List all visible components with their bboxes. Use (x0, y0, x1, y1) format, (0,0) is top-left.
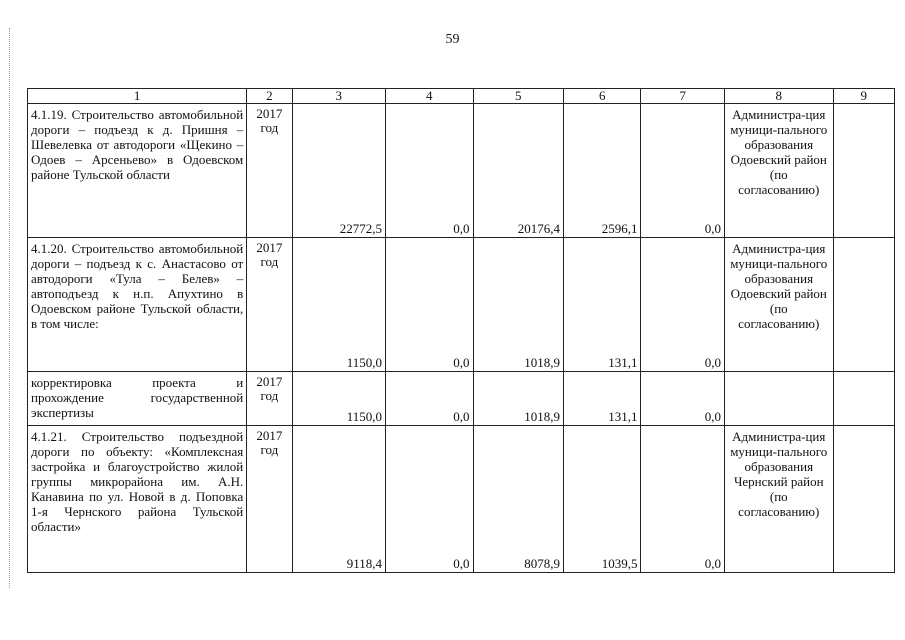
column-header: 6 (564, 89, 641, 104)
amount-col4: 0,0 (386, 426, 474, 573)
column-header: 7 (641, 89, 724, 104)
table-row (28, 426, 895, 573)
table-row (28, 104, 895, 238)
amount-col7: 0,0 (641, 238, 724, 372)
amount-col5: 1018,9 (473, 372, 564, 426)
year-cell: 2017 год (247, 238, 292, 372)
year-cell: 2017 год (247, 372, 292, 426)
page-margin-dotted-line (9, 28, 10, 588)
amount-col4: 0,0 (386, 238, 474, 372)
total-amount: 1150,0 (292, 372, 386, 426)
amount-col6: 131,1 (564, 238, 641, 372)
col9-cell (833, 426, 894, 573)
page-number: 59 (445, 32, 460, 47)
measure-name: 4.1.21. Строительство подъездной дороги по объекту: «Комплексная застройка и благоустройство жилой группы микрорайона им. А.Н. Канавина по ул. Новой в д. Поповка 1-я Чернского района Тульской области» (28, 426, 247, 573)
executor-cell: Администра-ция муници-пального образования Чернский район (по согласованию) (724, 426, 833, 573)
amount-col4: 0,0 (386, 372, 474, 426)
total-amount: 22772,5 (292, 104, 386, 238)
executor-cell (724, 372, 833, 426)
amount-col7: 0,0 (641, 104, 724, 238)
table-row (28, 372, 895, 426)
amount-col5: 20176,4 (473, 104, 564, 238)
column-header: 2 (247, 89, 292, 104)
column-header: 1 (28, 89, 247, 104)
amount-col6: 2596,1 (564, 104, 641, 238)
column-header: 9 (833, 89, 894, 104)
executor-cell: Администра-ция муници-пального образования Одоевский район (по согласованию) (724, 238, 833, 372)
column-number-row (28, 89, 895, 104)
measure-name: 4.1.20. Строительство автомобильной дороги – подъезд к с. Анастасово от автодороги «Тула – Белев» – автоподъезд к н.п. Апухтино в Одоевском районе Тульской области, в том числе: (28, 238, 247, 372)
amount-col6: 131,1 (564, 372, 641, 426)
measure-name: 4.1.19. Строительство автомобильной дороги – подъезд к д. Пришня – Шевелевка от автодороги «Щекино – Одоев – Арсеньево» в Одоевском районе Тульской области (28, 104, 247, 238)
year-cell: 2017 год (247, 426, 292, 573)
col9-cell (833, 238, 894, 372)
program-table (27, 88, 895, 573)
col9-cell (833, 372, 894, 426)
col9-cell (833, 104, 894, 238)
amount-col4: 0,0 (386, 104, 474, 238)
amount-col5: 8078,9 (473, 426, 564, 573)
column-header: 5 (473, 89, 564, 104)
column-header: 3 (292, 89, 386, 104)
amount-col7: 0,0 (641, 426, 724, 573)
amount-col7: 0,0 (641, 372, 724, 426)
column-header: 8 (724, 89, 833, 104)
year-cell: 2017 год (247, 104, 292, 238)
measure-name: корректировка проекта и прохождение государственной экспертизы (28, 372, 247, 426)
amount-col5: 1018,9 (473, 238, 564, 372)
column-header: 4 (386, 89, 474, 104)
total-amount: 1150,0 (292, 238, 386, 372)
total-amount: 9118,4 (292, 426, 386, 573)
executor-cell: Администра-ция муници-пального образования Одоевский район (по согласованию) (724, 104, 833, 238)
table-row (28, 238, 895, 372)
amount-col6: 1039,5 (564, 426, 641, 573)
